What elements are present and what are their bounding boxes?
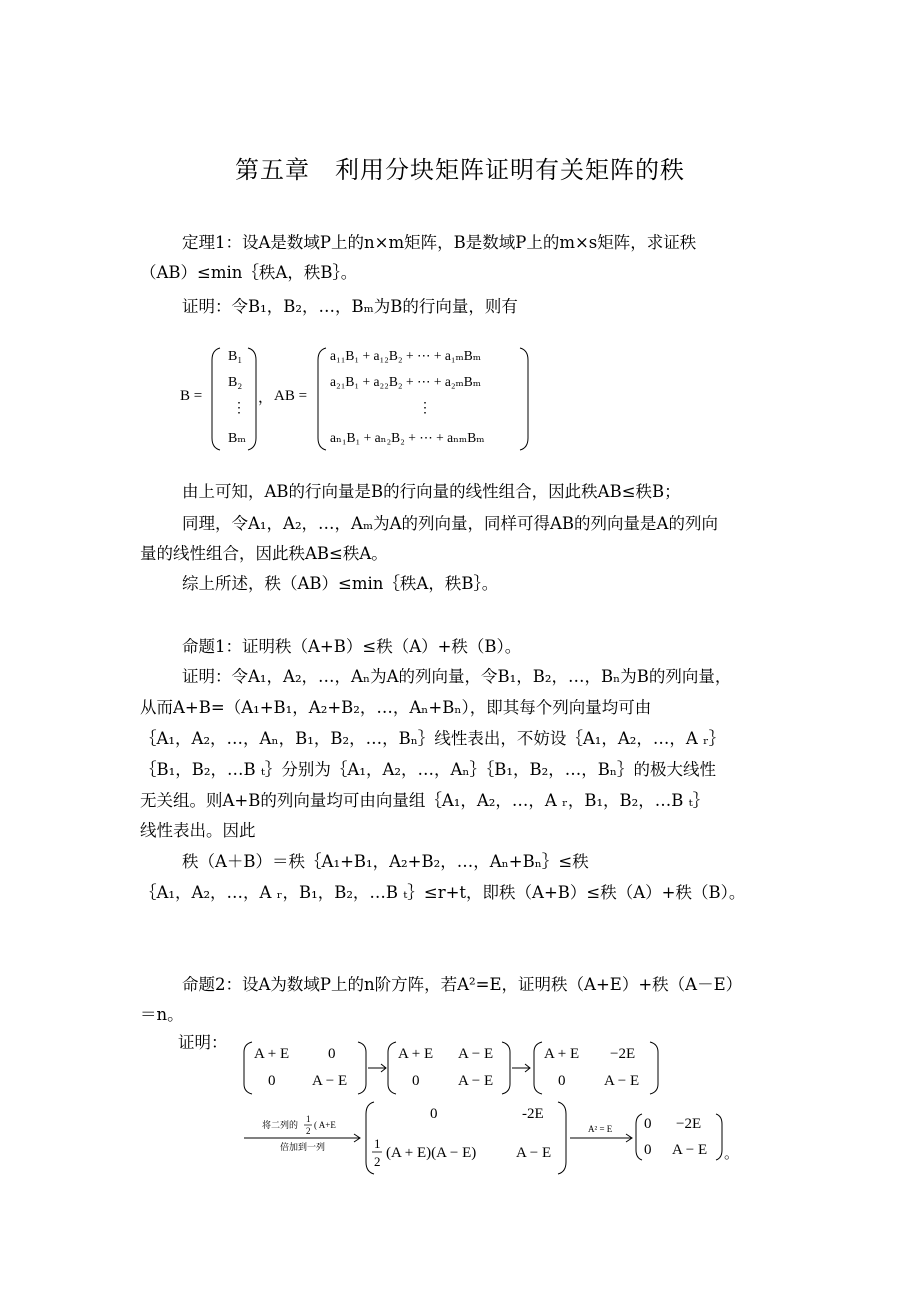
matrix-ab-left-paren — [318, 348, 326, 450]
matrix-b-row-4: Bₘ — [228, 431, 246, 446]
prop1-statement: 命题1：证明秩（A+B）≤秩（A）+秩（B）。 — [182, 637, 522, 656]
m4-r1c2: -2E — [522, 1106, 544, 1122]
theorem1-para2-line1: 同理，令A₁，A₂，…，Aₘ为A的列向量，同样可得AB的列向量是A的列向 — [182, 514, 718, 533]
m3-right-paren — [650, 1042, 658, 1094]
prop1-line-2: 从而A+B=（A₁+B₁，A₂+B₂，…，Aₙ+Bₙ），即其每个列向量均可由 — [140, 698, 652, 717]
m5-r2c2: A − E — [672, 1142, 708, 1158]
matrix-b-left-paren — [212, 348, 220, 450]
prop2-statement-line1: 命题2：设A为数域P上的n阶方阵，若A²=E，证明秩（A+E）+秩（A－E） — [182, 975, 743, 994]
m1-r1c1: A + E — [254, 1046, 290, 1062]
m3-r1c1: A + E — [544, 1046, 580, 1062]
arrow3-label-top: 将二列的 — [262, 1120, 299, 1130]
m2-r1c2: A − E — [458, 1046, 494, 1062]
m5-r1c1: 0 — [644, 1116, 652, 1132]
m4-r2c1: (A + E)(A − E) — [386, 1145, 477, 1161]
arrow3-frac-den: 2 — [306, 1126, 311, 1136]
prop1-line-5: 无关组。则A+B的列向量均可由向量组｛A₁，A₂，…，A ᵣ，B₁，B₂，…B ₜ｝ — [140, 791, 710, 810]
theorem1-line2: （AB）≤min｛秩A，秩B｝。 — [140, 263, 358, 282]
m5-left-paren — [636, 1114, 642, 1160]
m3-r2c2: A − E — [604, 1073, 640, 1089]
arrow-3 — [244, 1134, 360, 1142]
end-mark: 。 — [724, 1146, 740, 1162]
m4-r2c2: A − E — [516, 1145, 552, 1161]
theorem1-line1: 定理1：设A是数域P上的n×m矩阵，B是数域P上的m×s矩阵，求证秩 — [182, 233, 697, 252]
m2-r2c2: A − E — [458, 1073, 494, 1089]
m4-r1c1: 0 — [430, 1106, 438, 1122]
theorem1-proof-intro: 证明：令B₁，B₂，…，Bₘ为B的行向量，则有 — [182, 297, 518, 316]
m4-frac-num: 1 — [374, 1136, 381, 1151]
matrix-b-row-2: B₂ — [228, 375, 243, 390]
matrix-b-and-ab — [150, 340, 550, 460]
m2-r2c1: 0 — [412, 1073, 420, 1089]
m1-left-paren — [244, 1042, 252, 1094]
prop1-line-8: ｛A₁，A₂，…，A ᵣ，B₁，B₂，…B ₜ｝≤r+t，即秩（A+B）≤秩（A）+秩（B）。 — [140, 883, 746, 902]
prop1-line-4: ｛B₁，B₂，…B ₜ｝分别为｛A₁，A₂，…，Aₙ｝｛B₁，B₂，…，Bₙ｝的极大线性 — [140, 760, 717, 779]
arrow3-label-bottom: 倍加到一列 — [280, 1142, 326, 1152]
prop2-transform-row2 — [240, 1100, 760, 1180]
matrix-b-row-1: B₁ — [228, 349, 243, 364]
m5-r1c2: −2E — [676, 1116, 702, 1132]
arrow3-label-tail: ( A+E — [314, 1120, 336, 1130]
arrow3-frac-num: 1 — [306, 1114, 311, 1124]
m4-left-paren — [366, 1102, 374, 1174]
m1-r2c2: A − E — [312, 1073, 348, 1089]
matrix-ab-row-3: ⋮ — [418, 401, 432, 416]
matrix-ab-row-1: a₁₁B₁ + a₁₂B₂ + ⋯ + a₁ₘBₘ — [330, 348, 482, 363]
m5-right-paren — [716, 1114, 722, 1160]
chapter-title: 第五章 利用分块矩阵证明有关矩阵的秩 — [235, 156, 685, 184]
matrix-separator: ， — [258, 390, 274, 406]
arrow-4 — [570, 1134, 632, 1142]
matrix-ab-lhs: AB = — [274, 388, 308, 404]
m4-frac-den: 2 — [374, 1154, 381, 1169]
m2-right-paren — [502, 1042, 510, 1094]
m4-right-paren — [558, 1102, 566, 1174]
prop1-line-6: 线性表出。因此 — [140, 821, 256, 840]
matrix-b-row-3: ⋮ — [232, 401, 246, 416]
prop2-proof-label: 证明： — [178, 1033, 228, 1052]
matrix-ab-row-2: a₂₁B₁ + a₂₂B₂ + ⋯ + a₂ₘBₘ — [330, 374, 482, 389]
matrix-ab-right-paren — [520, 348, 528, 450]
matrix-b-lhs: B = — [180, 388, 203, 404]
m3-r1c2: −2E — [610, 1046, 636, 1062]
theorem1-para1: 由上可知，AB的行向量是B的行向量的线性组合，因此秩AB≤秩B； — [182, 482, 681, 501]
prop1-line-3: ｛A₁，A₂，…，Aₙ，B₁，B₂，…，Bₙ｝线性表出，不妨设｛A₁，A₂，…，A ᵣ｝ — [140, 729, 726, 748]
prop1-line-1: 证明：令A₁，A₂，…，Aₙ为A的列向量，令B₁，B₂，…，Bₙ为B的列向量， — [182, 667, 732, 686]
matrix-b-right-paren — [248, 348, 256, 450]
m3-r2c1: 0 — [558, 1073, 566, 1089]
matrix-ab-row-4: aₙ₁B₁ + aₙ₂B₂ + ⋯ + aₙₘBₘ — [330, 430, 485, 445]
theorem1-conclusion: 综上所述，秩（AB）≤min｛秩A，秩B｝。 — [182, 574, 499, 593]
arrow4-label: A² = E — [588, 1124, 613, 1134]
m5-r2c1: 0 — [644, 1142, 652, 1158]
arrow-1 — [368, 1064, 386, 1072]
m1-r1c2: 0 — [328, 1046, 336, 1062]
m3-left-paren — [534, 1042, 542, 1094]
prop2-transform-row1 — [240, 1038, 670, 1098]
arrow-2 — [512, 1064, 530, 1072]
m1-right-paren — [358, 1042, 366, 1094]
prop1-line-7: 秩（A＋B）＝秩｛A₁+B₁，A₂+B₂，…，Aₙ+Bₙ｝≤秩 — [182, 852, 589, 871]
m2-left-paren — [388, 1042, 396, 1094]
m2-r1c1: A + E — [398, 1046, 434, 1062]
theorem1-para2-line2: 量的线性组合，因此秩AB≤秩A。 — [140, 544, 388, 563]
prop2-statement-line2: ＝n。 — [140, 1005, 184, 1024]
m1-r2c1: 0 — [268, 1073, 276, 1089]
